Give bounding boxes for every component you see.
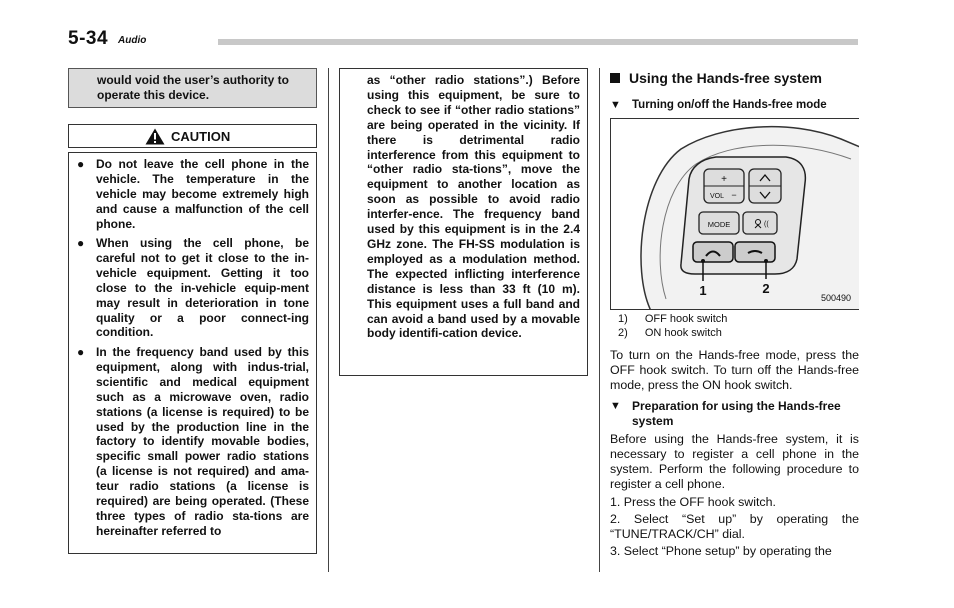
figure-id: 500490 [821, 293, 852, 303]
section-name: Audio [118, 35, 147, 46]
callout-2: 2 [762, 281, 770, 296]
caution-label: CAUTION [171, 129, 231, 144]
caution-continued-box [339, 68, 588, 376]
bullet-marker: ● [77, 345, 85, 359]
steering-switch-figure [610, 118, 859, 310]
note-text: would void the user’s authority to operate this device. [97, 73, 290, 102]
paragraph-hands-free-toggle: To turn on the Hands-free mode, press the OFF hook switch. To turn off the Hands-free mode, press the ON hook switch. [610, 348, 859, 392]
plus-label: + [721, 174, 727, 185]
section-heading-text: Using the Hands-free system [629, 70, 822, 86]
minus-label: − [731, 190, 737, 200]
column-divider-2 [599, 68, 600, 572]
svg-text:((: (( [764, 221, 769, 228]
subheading-text: Preparation for using the Hands-free system [632, 399, 841, 428]
triangle-bullet-icon: ▼ [610, 400, 621, 412]
legend-num: 2) [618, 327, 628, 339]
caution-body [68, 152, 317, 554]
warning-icon [145, 128, 165, 145]
mode-label: MODE [707, 220, 731, 229]
legend-item-1 [618, 313, 727, 325]
step-3: 3. Select “Phone setup” by operating the [610, 544, 832, 558]
section-heading [610, 70, 822, 86]
paragraph-preparation: Before using the Hands-free system, it is necessary to register a cell phone in the system. Perform the following procedure to register a cell phone. [610, 432, 859, 491]
caution-continued-text: as “other radio stations”.) Before using this equipment, be sure to check to see if “other radio stations” are being operated in the vicinity. If there is detrimental radio interference from this equipment to “other radio sta-tions”, move the equipment to another location as soon as possible to avoid radio interfer-ence. The frequency band used by this equipment is in the 2.4 GHz zone. The FH-SS modulation is employed as a modulation method. The expected inflicting interference distance is less than 33 ft (10 m). This equipment uses a full band and can avoid a band used by a movable body identifi-cation device. [367, 73, 580, 341]
note-box [68, 68, 317, 108]
header-rule [218, 39, 858, 45]
page-header [68, 28, 858, 50]
triangle-bullet-icon: ▼ [610, 99, 621, 111]
bullet-marker: ● [77, 157, 85, 171]
caution-bullet-1: Do not leave the cell phone in the vehicle. The temperature in the vehicle may become extremely high and cause a malfunction of the cell phone. [96, 157, 309, 231]
legend-label: ON hook switch [644, 327, 722, 339]
legend-label: OFF hook switch [644, 313, 728, 325]
page-number: 5-34 [68, 28, 109, 49]
subheading-text: Turning on/off the Hands-free mode [632, 99, 827, 111]
legend-num: 1) [618, 313, 628, 325]
square-bullet-icon [610, 73, 620, 83]
steering-switch-illustration [611, 119, 859, 310]
bullet-marker: ● [77, 236, 85, 250]
caution-header [68, 124, 317, 148]
vol-label: VOL [709, 193, 725, 200]
legend-item-2 [618, 327, 722, 339]
callout-1: 1 [699, 283, 707, 298]
caution-bullet-3: In the frequency band used by this equipment, along with indus-trial, scientific and medical equipment such as a microwave oven, radio stations (a license is required) to be used by the production line in the factory to identify movable bodies, specific small power radio stations (a license is not required) and ama-teur radio stations (a license is required) are being operated. (These three types of radio sta-tions are hereinafter referred to [96, 345, 309, 538]
step-2: 2. Select “Set up” by operating the “TUNE/TRACK/CH” dial. [610, 512, 859, 541]
column-divider-1 [328, 68, 329, 572]
step-1: 1. Press the OFF hook switch. [610, 495, 776, 509]
caution-bullet-2: When using the cell phone, be careful not to get it close to the in-vehicle equipment. Getting it too close to the in-vehicle equip-ment may result in deterioration in tone quality or a poor connect-ing condition. [96, 236, 309, 340]
